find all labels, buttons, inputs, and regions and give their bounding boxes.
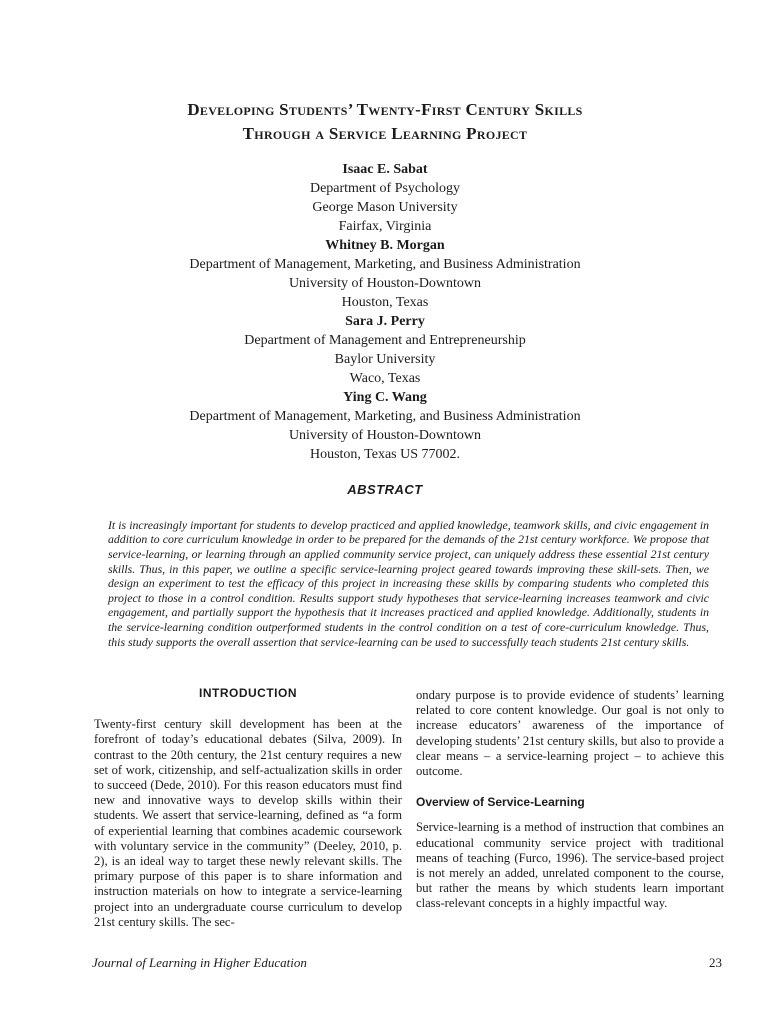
title-line-1: Developing Students’ Twenty-First Century Skills — [187, 100, 583, 119]
author-name: Ying C. Wang — [343, 390, 427, 405]
author-name: Whitney B. Morgan — [325, 238, 445, 253]
author-department: Department of Management, Marketing, and Business Administration — [189, 257, 581, 272]
abstract-text: It is increasingly important for students to develop practiced and applied knowledge, teamwork skills, and civic engagement in addition to core curriculum knowledge in order to be prepared for the demands of the 21st century workforce. We propose that service-learning, or learning through an applied community service project, can uniquely address these essential 21st century skills. Thus, in this paper, we outline a specific service-learning project geared towards improving these skill-sets. Then, we design an experiment to test the efficacy of this project in increasing these skills by comparing students who completed this project to those in a control condition. Results support study hypotheses that service-learning increases teamwork and civic engagement, and partially support the hypothesis that it increases practiced and applied knowledge. Additionally, students in the service-learning condition outperformed students in the control condition on a test of core-curriculum knowledge. Thus, this study supports the overall assertion that service-learning can be used to successfully teach students 21st century skills. — [108, 517, 709, 649]
author-department: Department of Management, Marketing, and Business Administration — [189, 409, 581, 424]
author-department: Department of Management and Entrepreneurship — [244, 333, 526, 348]
intro-paragraph: Twenty-first century skill development has been at the forefront of today’s educational debates (Silva, 2009). In contrast to the 20th century, the 21st century requires a new set of work, citizenship, and self-actualization skills in order to succeed (Dede, 2010). For this reason educators must find new and innovative ways to develop skills within their students. We assert that service-learning, defined as “a form of experiential learning that combines academic coursework with voluntary service in the community” (Deeley, 2010, p. 2), is an ideal way to target these newly relevant skills. The primary purpose of this paper is to share information and instruction materials on how to integrate a service-learning project into an undergraduate course curriculum to develop 21st century skills. The sec- — [94, 717, 402, 929]
introduction-heading: INTRODUCTION — [199, 686, 297, 700]
author-name: Sara J. Perry — [345, 314, 425, 329]
author-institution: Baylor University — [334, 352, 436, 367]
overview-heading: Overview of Service-Learning — [416, 795, 585, 810]
left-column — [94, 686, 402, 930]
author-list — [0, 160, 770, 464]
author-location: Waco, Texas — [349, 371, 421, 386]
author-location: Fairfax, Virginia — [338, 219, 432, 234]
overview-paragraph: Service-learning is a method of instruction that combines an educational community service project with traditional means of teaching (Furco, 1996). The service-based project is not merely an added, unrelated component to the course, but rather the means by which students learn important class-relevant concepts in a highly impactful way. — [416, 820, 724, 911]
author-name: Isaac E. Sabat — [342, 162, 428, 177]
paper-title — [0, 98, 770, 146]
author-block — [0, 160, 770, 236]
title-line-2: Through a Service Learning Project — [242, 124, 528, 143]
author-location: Houston, Texas US 77002. — [309, 447, 461, 462]
author-institution: University of Houston-Downtown — [288, 276, 482, 291]
page-number: 23 — [709, 955, 722, 970]
author-department: Department of Psychology — [309, 181, 461, 196]
abstract-heading: ABSTRACT — [347, 482, 423, 497]
journal-name: Journal of Learning in Higher Education — [92, 955, 307, 970]
intro-continued-paragraph: ondary purpose is to provide evidence of students’ learning related to core content knowledge. Our goal is not only to increase educators’ awareness of the importance of developing students’ 21st century skills, but also to provide a clear means – a service-learning project – to achieve this outcome. — [416, 688, 724, 779]
right-column — [416, 688, 724, 912]
author-location: Houston, Texas — [341, 295, 429, 310]
author-block — [0, 236, 770, 312]
author-institution: University of Houston-Downtown — [288, 428, 482, 443]
author-institution: George Mason University — [312, 200, 458, 215]
author-block — [0, 388, 770, 464]
author-block — [0, 312, 770, 388]
